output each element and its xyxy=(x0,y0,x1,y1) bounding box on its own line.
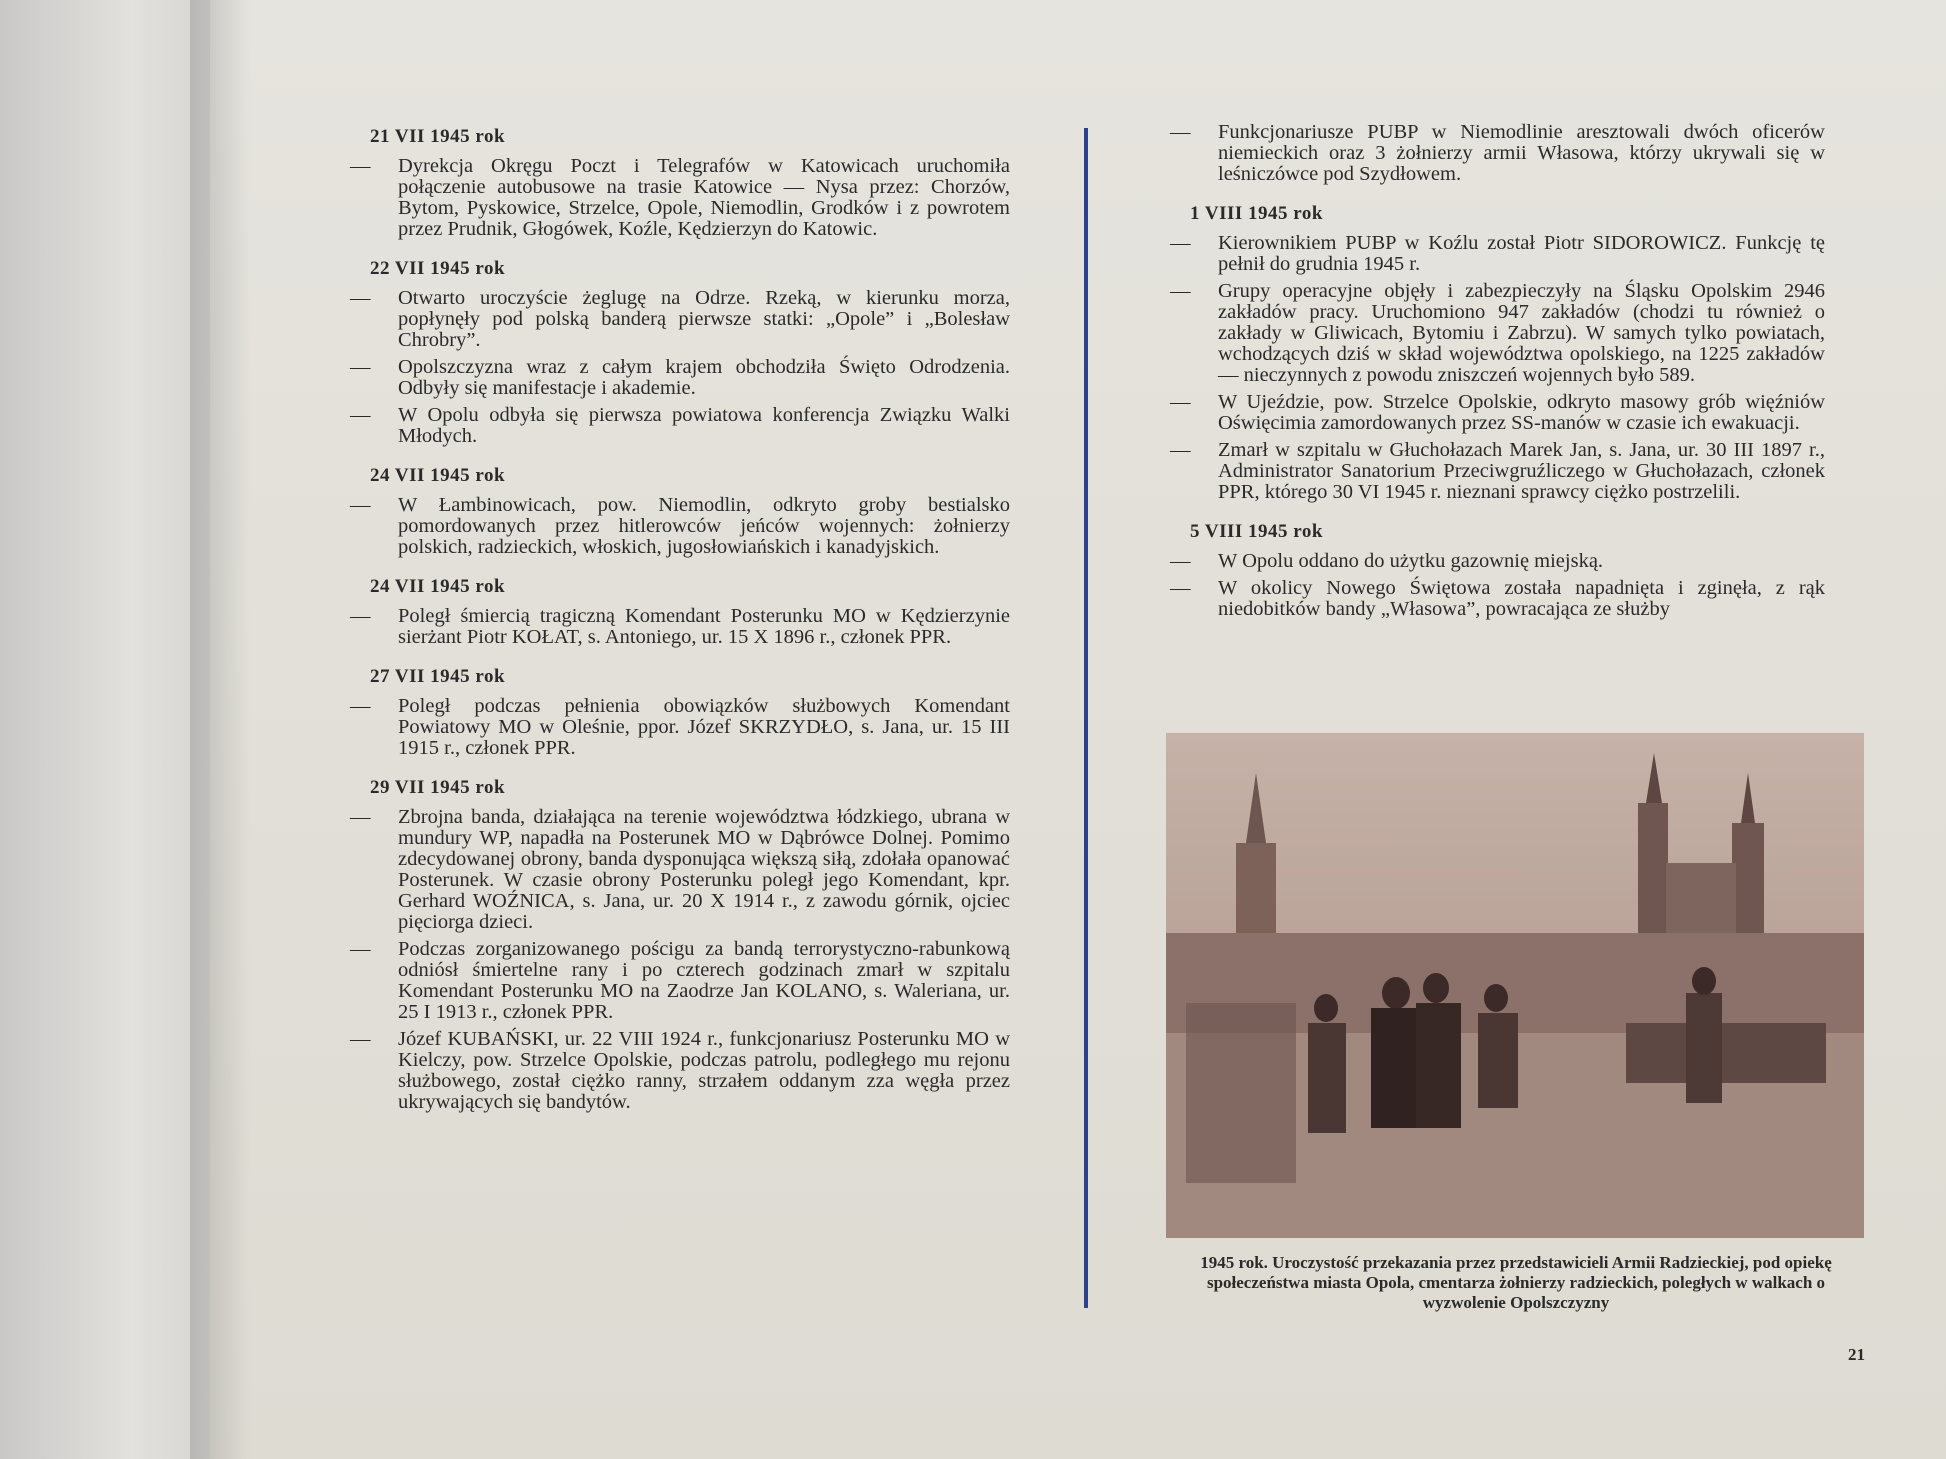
entry-text: Podczas zorganizowanego pościgu za bandą terrorystyczno-rabunkową odniósł śmiertelne rany i po czterech godzinach zmarł w szpitalu Komendant Posterunku MO na Zaodrze Jan KOLANO, s. Waleriana, ur. 25 I 1913 r., członek PPR. xyxy=(398,938,1010,1023)
entry-dash: — xyxy=(350,404,371,426)
entry-text: W Opolu odbyła się pierwsza powiatowa konferencja Związku Walki Młodych. xyxy=(398,404,1010,447)
entry xyxy=(340,288,1010,351)
entry-text: Poległ podczas pełnienia obowiązków służbowych Komendant Powiatowy MO w Oleśnie, ppor. Józef SKRZYDŁO, s. Jana, ur. 15 III 1915 r., członek PPR. xyxy=(398,695,1010,759)
entry-dash: — xyxy=(350,356,371,378)
entry-text: Zbrojna banda, działająca na terenie województwa łódzkiego, ubrana w mundury WP, napadła na Posterunek MO w Dąbrówce Dolnej. Pomimo zdecydowanej obrony, banda dysponująca większą siłą, zdołała opanować Posterunek. W czasie obrony Posterunku poległ jego Komendant, kpr. Gerhard WOŹNICA, s. Jana, ur. 20 X 1914 r., z zawodu górnik, ojciec pięciorga dzieci. xyxy=(398,806,1010,933)
date-heading: 27 VII 1945 rok xyxy=(370,666,506,687)
entry-text: Grupy operacyjne objęły i zabezpieczyły na Śląsku Opolskim 2946 zakładów pracy. Uruchomiono 947 zakładów (chodzi tu również o zakłady w Gliwicach, Bytomiu i Zabrzu). W samych tylko powiatach, wchodzących dziś w skład województwa opolskiego, na 1225 zakładów — nieczynnych z powodu zniszczeń wojennych było 589. xyxy=(1218,280,1825,386)
archival-photo xyxy=(1166,733,1864,1238)
entry-text: Opolszczyzna wraz z całym krajem obchodziła Święto Odrodzenia. Odbyły się manifestacje i akademie. xyxy=(398,356,1010,399)
date-heading: 22 VII 1945 rok xyxy=(370,258,506,279)
entry-text: Józef KUBAŃSKI, ur. 22 VIII 1924 r., funkcjonariusz Posterunku MO w Kielczy, pow. Strzelce Opolskie, podczas patrolu, podległego mu rejonu służbowego, został ciężko ranny, strzałem oddanym zza węgła przez ukrywających się bandytów. xyxy=(398,1028,1010,1113)
left-column xyxy=(340,108,1010,1119)
date-heading: 29 VII 1945 rok xyxy=(370,777,506,798)
entry-dash: — xyxy=(350,1028,371,1050)
entry-text: Dyrekcja Okręgu Poczt i Telegrafów w Katowicach uruchomiła połączenie autobusowe na trasie Katowice — Nysa przez: Chorzów, Bytom, Pyskowice, Strzelce, Opole, Niemodlin, Grodków i z powrotem przez Prudnik, Głogówek, Koźle, Kędzierzyn do Katowic. xyxy=(398,155,1010,240)
entry xyxy=(340,405,1010,447)
entry xyxy=(1160,392,1825,434)
entry xyxy=(340,939,1010,1023)
date-heading: 24 VII 1945 rok xyxy=(370,576,506,597)
entry-text: W Łambinowicach, pow. Niemodlin, odkryto groby bestialsko pomordowanych przez hitlerowców jeńców wojennych: żołnierzy polskich, radzieckich, włoskich, jugosłowiańskich i kanadyjskich. xyxy=(398,494,1010,558)
entry-text: W Opolu oddano do użytku gazownię miejską. xyxy=(1218,550,1604,572)
entry-dash: — xyxy=(350,287,371,309)
entry-text: Otwarto uroczyście żeglugę na Odrze. Rzeką, w kierunku morza, popłynęły pod polską banderą pierwsze statki: „Opole” i „Bolesław Chrobry”. xyxy=(398,287,1010,351)
entry-dash: — xyxy=(350,695,371,717)
photo-illustration xyxy=(1166,733,1864,1238)
entry xyxy=(340,606,1010,648)
entry xyxy=(340,1029,1010,1113)
entry-dash: — xyxy=(1170,439,1191,461)
entry-text: W Ujeździe, pow. Strzelce Opolskie, odkryto masowy grób więźniów Oświęcimia zamordowanych przez SS-manów w czasie ich ewakuacji. xyxy=(1218,391,1825,434)
entry-text: Funkcjonariusze PUBP w Niemodlinie aresztowali dwóch oficerów niemieckich oraz 3 żołnierzy armii Własowa, którzy ukrywali się w leśniczówce pod Szydłowem. xyxy=(1218,121,1825,185)
entry-text: Poległ śmiercią tragiczną Komendant Posterunku MO w Kędzierzynie sierżant Piotr KOŁAT, s. Antoniego, ur. 15 X 1896 r., członek PPR. xyxy=(398,605,1010,648)
date-heading: 21 VII 1945 rok xyxy=(370,126,506,147)
entry-dash: — xyxy=(350,155,371,177)
entry xyxy=(1160,233,1825,275)
entry-dash: — xyxy=(350,605,371,627)
entry xyxy=(1160,551,1825,572)
entry-text: Kierownikiem PUBP w Koźlu został Piotr SIDOROWICZ. Funkcję tę pełnił do grudnia 1945 r. xyxy=(1218,232,1825,275)
entry xyxy=(1160,440,1825,503)
entry xyxy=(340,696,1010,759)
entry-dash: — xyxy=(1170,577,1191,599)
date-heading: 24 VII 1945 rok xyxy=(370,465,506,486)
entry xyxy=(1160,122,1825,185)
column-divider xyxy=(1084,128,1088,1308)
entry-text: W okolicy Nowego Świętowa została napadnięta i zginęła, z rąk niedobitków bandy „Własowa”, powracająca ze służby xyxy=(1218,577,1825,620)
entry-dash: — xyxy=(1170,121,1191,143)
date-heading: 5 VIII 1945 rok xyxy=(1190,521,1323,542)
photo-caption: 1945 rok. Uroczystość przekazania przez przedstawicieli Armii Radzieckiej, pod opiekę społeczeństwa miasta Opola, cmentarza żołnierzy radzieckich, poległych w walkach o wyzwolenie Opolszczyzny xyxy=(1200,1253,1832,1312)
entry-dash: — xyxy=(350,494,371,516)
entry xyxy=(340,807,1010,933)
entry xyxy=(1160,281,1825,386)
date-heading: 1 VIII 1945 rok xyxy=(1190,203,1323,224)
entry-dash: — xyxy=(1170,550,1191,572)
entry-dash: — xyxy=(1170,280,1191,302)
entry-dash: — xyxy=(350,938,371,960)
entry-dash: — xyxy=(350,806,371,828)
entry-text: Zmarł w szpitalu w Głuchołazach Marek Jan, s. Jana, ur. 30 III 1897 r., Administrator Sanatorium Przeciwgruźliczego w Głuchołazach, członek PPR, którego 30 VI 1945 r. nieznani sprawcy ciężko postrzelili. xyxy=(1218,439,1825,503)
entry-dash: — xyxy=(1170,391,1191,413)
right-column xyxy=(1160,122,1825,626)
page-number: 21 xyxy=(1848,1345,1865,1364)
binding-shadow xyxy=(190,0,250,1459)
entry xyxy=(1160,578,1825,620)
entry xyxy=(340,357,1010,399)
entry xyxy=(340,495,1010,558)
entry-dash: — xyxy=(1170,232,1191,254)
entry xyxy=(340,156,1010,240)
